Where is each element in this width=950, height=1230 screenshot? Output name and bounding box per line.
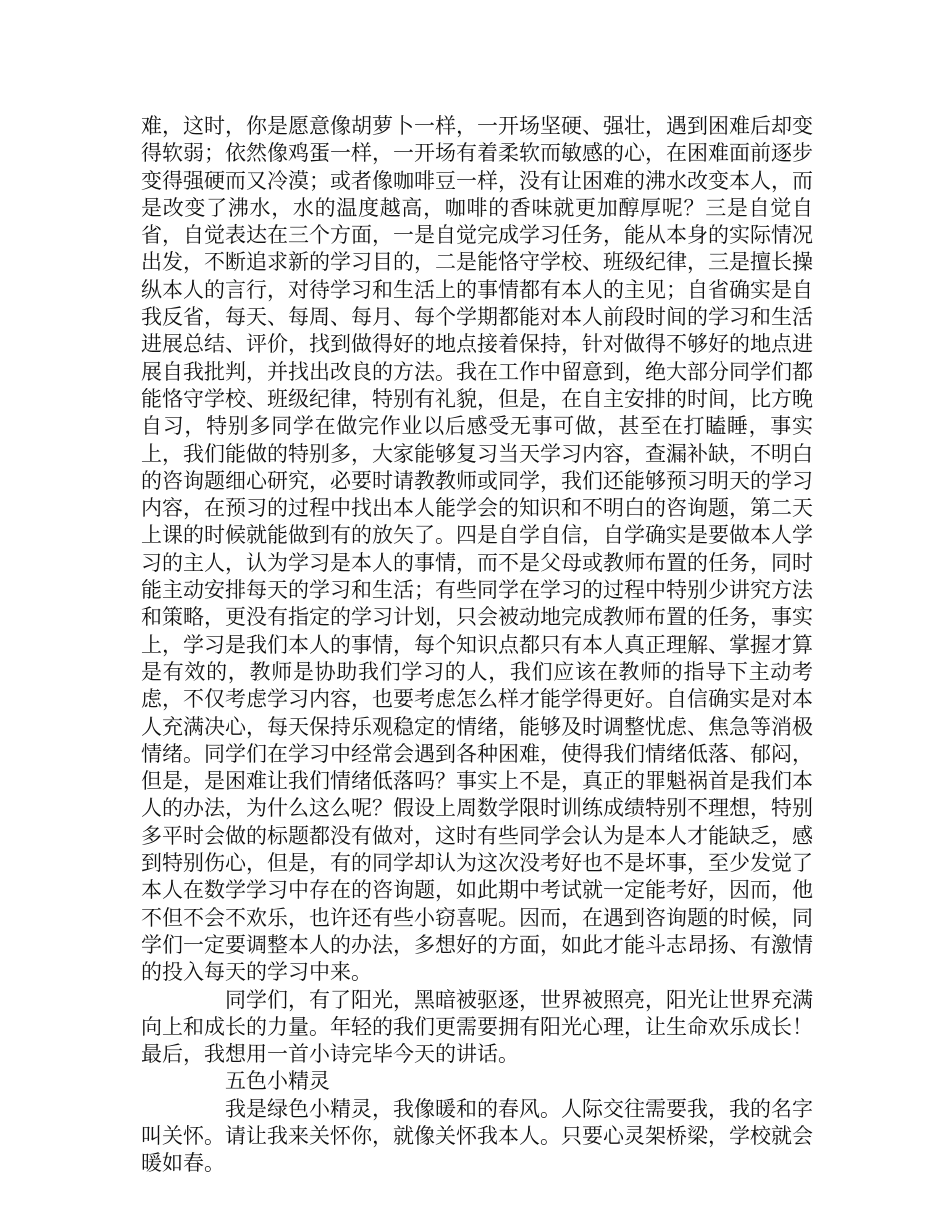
poem-stanza: 我是绿色小精灵，我像暖和的春风。人际交往需要我，我的名字叫关怀。请让我来关怀你，就像关怀我本人。只要心灵架桥梁，学校就会暖如春。: [141, 1096, 813, 1176]
poem-title: 五色小精灵: [225, 1069, 330, 1094]
body-text: [141, 113, 813, 1178]
paragraph-body-continuation: 难，这时，你是愿意像胡萝卜一样，一开场坚硬、强壮，遇到困难后却变得软弱；依然像鸡蛋一样，一开场有着柔软而敏感的心，在困难面前逐步变得强硬而又冷漠；或者像咖啡豆一样，没有让困难的沸水改变本人，而是改变了沸水，水的温度越高，咖啡的香味就更加醇厚呢？三是自觉自省，自觉表达在三个方面，一是自觉完成学习任务，能从本身的实际情况出发，不断追求新的学习目的，二是能恪守学校、班级纪律，三是擅长操纵本人的言行，对待学习和生活上的事情都有本人的主见；自省确实是自我反省，每天、每周、每月、每个学期都能对本人前段时间的学习和生活进展总结、评价，找到做得好的地点接着保持，针对做得不够好的地点进展自我批判，并找出改良的方法。我在工作中留意到，绝大部分同学们都能恪守学校、班级纪律，特别有礼貌，但是，在自主安排的时间，比方晚自习，特别多同学在做完作业以后感受无事可做，甚至在打瞌睡，事实上，我们能做的特别多，大家能够复习当天学习内容，查漏补缺，不明白的咨询题细心研究，必要时请教教师或同学，我们还能够预习明天的学习内容，在预习的过程中找出本人能学会的知识和不明白的咨询题，第二天上课的时候就能做到有的放矢了。四是自学自信，自学确实是要做本人学习的主人，认为学习是本人的事情，而不是父母或教师布置的任务，同时能主动安排每天的学习和生活；有些同学在学习的过程中特别少讲究方法和策略，更没有指定的学习计划，只会被动地完成教师布置的任务，事实上，学习是我们本人的事情，每个知识点都只有本人真正理解、掌握才算是有效的，教师是协助我们学习的人，我们应该在教师的指导下主动考虑，不仅考虑学习内容，也要考虑怎么样才能学得更好。自信确实是对本人充满决心，每天保持乐观稳定的情绪，能够及时调整忧虑、焦急等消极情绪。同学们在学习中经常会遇到各种困难，使得我们情绪低落、郁闷，但是，是困难让我们情绪低落吗？事实上不是，真正的罪魁祸首是我们本人的办法，为什么这么呢？假设上周数学限时训练成绩特别不理想，特别多平时会做的标题都没有做对，这时有些同学会认为是本人才能缺乏，感到特别伤心，但是，有的同学却认为这次没考好也不是坏事，至少发觉了本人在数学学习中存在的咨询题，如此期中考试就一定能考好，因而，他不但不会不欢乐，也许还有些小窃喜呢。因而，在遇到咨询题的时候，同学们一定要调整本人的办法，多想好的方面，如此才能斗志昂扬、有激情的投入每天的学习中来。: [141, 114, 813, 985]
paragraph-closing-remarks: 同学们，有了阳光，黑暗被驱逐，世界被照亮，阳光让世界充满向上和成长的力量。年轻的我们更需要拥有阳光心理，让生命欢乐成长！最后，我想用一首小诗完毕今天的讲话。: [141, 987, 813, 1067]
